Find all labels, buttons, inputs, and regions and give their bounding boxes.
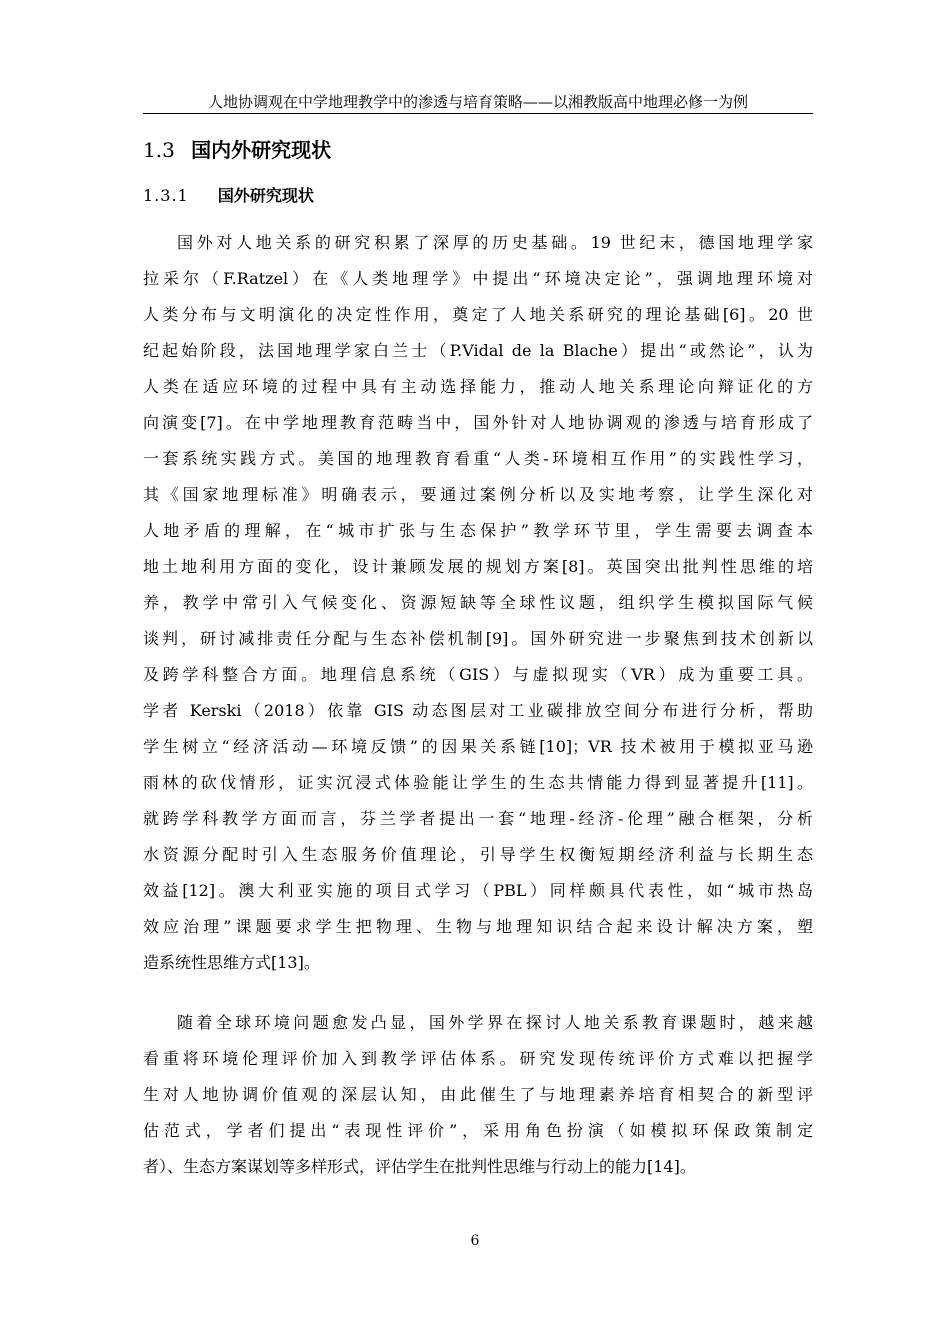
paragraph-1-line: 水资源分配时引入生态服务价值理论，引导学生权衡短期经济利益与长期生态 [143, 845, 813, 864]
paragraph-1-line: 雨林的砍伐情形，证实沉浸式体验能让学生的生态共情能力得到显著提升[11]。 [143, 773, 813, 792]
header-rule [143, 113, 813, 114]
subsection-number: 1.3.1 [143, 186, 189, 205]
paragraph-1-line: 向演变[7]。在中学地理教育范畴当中，国外针对人地协调观的渗透与培育形成了 [143, 413, 813, 432]
paragraph-1-line: 国外对人地关系的研究积累了深厚的历史基础。19 世纪末，德国地理学家 [177, 233, 813, 252]
paragraph-1-line: 学生树立“经济活动—环境反馈”的因果关系链[10]；VR 技术被用于模拟亚马逊 [143, 737, 813, 756]
paragraph-2-line: 随着全球环境问题愈发凸显，国外学界在探讨人地关系教育课题时，越来越 [177, 1013, 813, 1032]
paragraph-2-line: 生对人地协调价值观的深层认知，由此催生了与地理素养培育相契合的新型评 [143, 1085, 813, 1104]
subsection-heading [143, 182, 314, 210]
paragraph-1-line: 人类分布与文明演化的决定性作用，奠定了人地关系研究的理论基础[6]。20 世 [143, 305, 813, 324]
page-number: 6 [470, 1233, 480, 1249]
paragraph-2-line: 者）、生态方案谋划等多样形式，评估学生在批判性思维与行动上的能力[14]。 [143, 1157, 696, 1176]
paragraph-1-line: 地土地利用方面的变化，设计兼顾发展的规划方案[8]。英国突出批判性思维的培 [143, 557, 813, 576]
paragraph-2-line: 估范式，学者们提出“表现性评价”，采用角色扮演（如模拟环保政策制定 [143, 1121, 813, 1140]
paragraph-1-line: 其《国家地理标准》明确表示，要通过案例分析以及实地考察，让学生深化对 [143, 485, 813, 504]
section-title: 国内外研究现状 [191, 138, 332, 162]
paragraph-1-line: 造系统性思维方式[13]。 [143, 953, 320, 972]
section-heading [143, 135, 331, 165]
paragraph-2-line: 看重将环境伦理评价加入到教学评估体系。研究发现传统评价方式难以把握学 [143, 1049, 813, 1068]
paragraph-1-line: 一套系统实践方式。美国的地理教育看重“人类-环境相互作用”的实践性学习， [143, 449, 813, 468]
subsection-title: 国外研究现状 [217, 186, 314, 205]
paragraph-1-line: 及跨学科整合方面。地理信息系统（GIS）与虚拟现实（VR）成为重要工具。 [143, 665, 813, 684]
paragraph-1-line: 效应治理”课题要求学生把物理、生物与地理知识结合起来设计解决方案，塑 [143, 917, 813, 936]
paragraph-1-line: 人类在适应环境的过程中具有主动选择能力，推动人地关系理论向辩证化的方 [143, 377, 813, 396]
paragraph-1-line: 就跨学科教学方面而言，芬兰学者提出一套“地理-经济-伦理”融合框架，分析 [143, 809, 813, 828]
paragraph-1-line: 人地矛盾的理解，在“城市扩张与生态保护”教学环节里，学生需要去调查本 [143, 521, 813, 540]
section-number: 1.3 [143, 138, 175, 162]
paragraph-1-line: 养，教学中常引入气候变化、资源短缺等全球性议题，组织学生模拟国际气候 [143, 593, 813, 612]
paragraph-1-line: 效益[12]。澳大利亚实施的项目式学习（PBL）同样颇具代表性，如“城市热岛 [143, 881, 813, 900]
paragraph-1-line: 拉采尔（F.Ratzel）在《人类地理学》中提出“环境决定论”，强调地理环境对 [143, 269, 813, 288]
paragraph-1-line: 纪起始阶段，法国地理学家白兰士（P.Vidal de la Blache）提出“或然论”，认为 [143, 341, 813, 360]
paragraph-1-line: 谈判，研讨减排责任分配与生态补偿机制[9]。国外研究进一步聚焦到技术创新以 [143, 629, 813, 648]
running-header: 人地协调观在中学地理教学中的渗透与培育策略——以湘教版高中地理必修一为例 [207, 93, 748, 111]
paragraph-1-line: 学者 Kerski（2018）依靠 GIS 动态图层对工业碳排放空间分布进行分析，帮助 [143, 701, 813, 720]
